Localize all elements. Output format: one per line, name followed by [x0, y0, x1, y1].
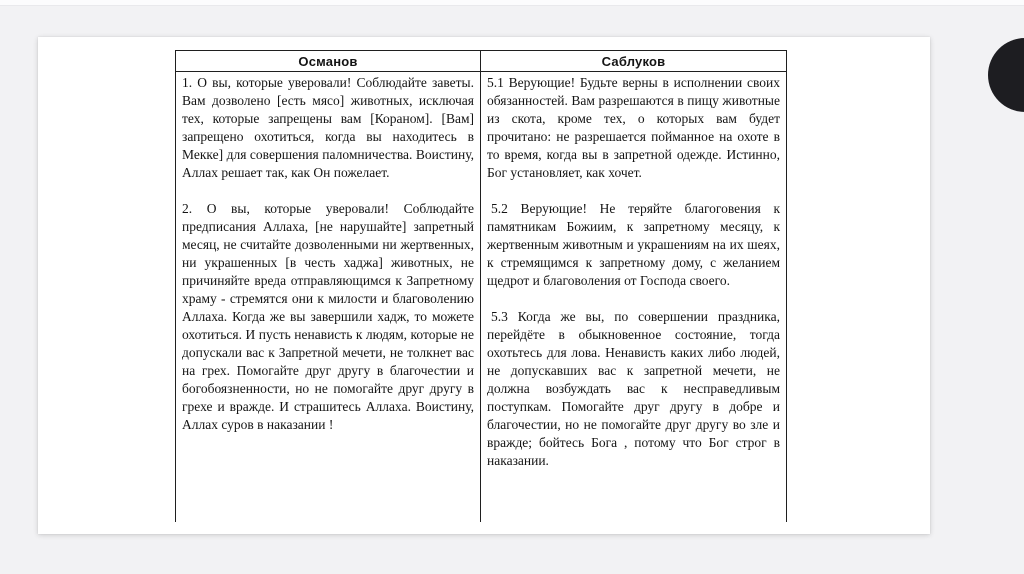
presenter-avatar-bubble[interactable]	[988, 38, 1024, 112]
window-top-strip	[0, 0, 1024, 6]
sablukov-verse-5-1: 5.1 Верующие! Будьте верны в исполнении своих обязанностей. Вам разрешаются в пищу животные из скота, кроме тех, о которых вам будет прочитано: не разрешается пойманное на охоте в то время, когда вы в запретной одежде. Истинно, Бог установляет, как хочет.	[487, 75, 780, 180]
cell-osmanov-text	[176, 72, 481, 522]
column-header-sablukov: Саблуков	[601, 53, 666, 69]
sablukov-verse-5-3: 5.3 Когда же вы, по совершении праздника, перейдёте в обыкновенное состояние, тогда охотьтесь для лова. Ненависть каких либо людей, не допускавших вас к запретной мечети, не должна возбуждать вас к несправедливым поступкам. Помогайте друг другу в добре и благочестии, но не помогайте друг другу во зле и вражде; бойтесь Бога , потому что Бог строг в наказании.	[487, 309, 780, 468]
column-header-osmanov: Османов	[176, 51, 481, 71]
osmanov-verse-2: 2. О вы, которые уверовали! Соблюдайте предписания Аллаха, [не нарушайте] запретный месяц, не считайте дозволенными ни жертвенных, ни украшенных [в честь хаджа] животных, не причиняйте вреда отправляющимся к Запретному храму - стремятся они к милости и благоволению Аллаха. Когда же вы завершили хадж, то можете охотиться. И пусть ненависть к людям, которые не допускали вас к Запретной мечети, не толкнет вас на грех. Помогайте друг другу в благочестии и богобоязненности, но не помогайте друг другу в грехе и вражде. И страшитесь Аллаха. Воистину, Аллах суров в наказании !	[182, 201, 474, 432]
table-body-row	[176, 72, 786, 522]
table-header-row	[176, 51, 786, 72]
translation-comparison-table	[175, 50, 787, 522]
document-page	[38, 37, 930, 534]
cell-sablukov-text	[481, 72, 786, 522]
osmanov-verse-1: 1. О вы, которые уверовали! Соблюдайте заветы. Вам дозволено [есть мясо] животных, исключая тех, которые запрещены вам [Кораном]. [Вам] запрещено охотиться, когда вы находитесь в Мекке] для совершения паломничества. Воистину, Аллах решает так, как Он пожелает.	[182, 75, 474, 180]
sablukov-verse-5-2: 5.2 Верующие! Не теряйте благоговения к памятникам Божиим, к запретному месяцу, к жертвенным животным и украшениям на их шеях, к стремящимся к запретному дому, с желанием щедрот и благоволения от Господа своего.	[487, 201, 780, 288]
